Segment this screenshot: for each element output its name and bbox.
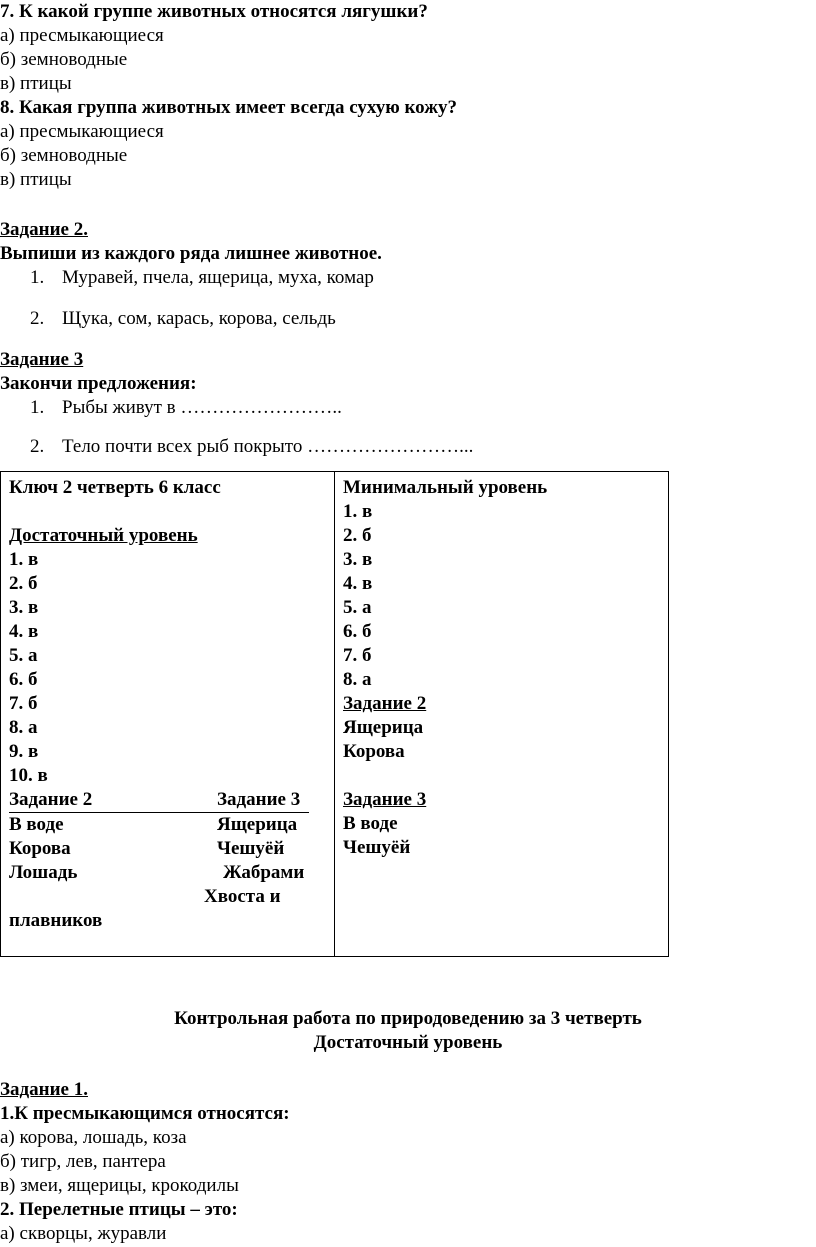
answer-key-task2-title: Задание 2 [9, 789, 93, 810]
task3-answer: Жабрами [223, 862, 305, 883]
task2-answer: Корова [9, 838, 71, 859]
item-number: 2. [30, 436, 45, 457]
task3-answer: Чешуёй [217, 838, 285, 859]
answer-key-tail-line1 [9, 885, 326, 909]
question-7-option-b: б) земноводные [0, 49, 128, 70]
answer-key-min-task3-title: Задание 3 [343, 789, 427, 810]
task3-answer: Хвоста и [204, 886, 281, 907]
answer-line: 7. б [343, 645, 372, 666]
section-title: Контрольная работа по природоведению за 3 четверть [174, 1008, 642, 1029]
answer-key-row [9, 813, 326, 837]
task3-item-2 [0, 435, 816, 459]
answer-line: 1. в [9, 549, 39, 570]
item-text: Муравей, пчела, ящерица, муха, комар [62, 267, 374, 288]
answer-line: 2. б [343, 525, 372, 546]
answer-line: 6. б [343, 621, 372, 642]
answer-key-level: Достаточный уровень [9, 525, 198, 546]
question-8: 8. Какая группа животных имеет всегда сухую кожу? [0, 97, 457, 118]
task1-question-1: 1.К пресмыкающимся относятся: [0, 1103, 290, 1124]
task1-question-1-option-c: в) змеи, ящерицы, крокодилы [0, 1175, 239, 1196]
task1-title: Задание 1. [0, 1079, 88, 1100]
answer-line: 4. в [343, 573, 373, 594]
answer-line: Ящерица [343, 717, 424, 738]
answer-line: 8. а [343, 669, 372, 690]
task3-title: Задание 3 [0, 349, 84, 370]
answer-key-row [9, 837, 326, 861]
item-text: Рыбы живут в …………………….. [62, 397, 342, 418]
answer-line: 8. а [9, 717, 38, 738]
answer-line: 7. б [9, 693, 38, 714]
answer-line: 5. а [343, 597, 372, 618]
answer-key-task-headers [9, 788, 309, 813]
question-7-option-c: в) птицы [0, 73, 72, 94]
question-7-option-a: а) пресмыкающиеся [0, 25, 164, 46]
item-number: 2. [30, 308, 45, 329]
answer-key-row [9, 861, 326, 885]
answer-key-table [0, 471, 669, 957]
item-text: Щука, сом, карась, корова, сельдь [62, 308, 336, 329]
question-7: 7. К какой группе животных относятся лягушки? [0, 1, 428, 22]
item-text: Тело почти всех рыб покрыто ……………………... [62, 436, 474, 457]
answer-line: 4. в [9, 621, 39, 642]
task2-item-1 [0, 266, 816, 290]
answer-line: Чешуёй [343, 837, 411, 858]
task3-answer: Ящерица [217, 814, 298, 835]
answer-line: 5. а [9, 645, 38, 666]
answer-line: В воде [343, 813, 398, 834]
task3-item-1 [0, 396, 816, 420]
task1-question-2-option-a: а) скворцы, журавли [0, 1223, 167, 1244]
task2-title: Задание 2. [0, 219, 88, 240]
answer-key-min-task2-title: Задание 2 [343, 693, 427, 714]
task2-answer: В воде [9, 814, 64, 835]
item-number: 1. [30, 267, 45, 288]
answer-line: 3. в [343, 549, 373, 570]
answer-key-task3-title: Задание 3 [217, 789, 301, 810]
answer-line: 3. в [9, 597, 39, 618]
answer-line: 9. в [9, 741, 39, 762]
answer-line: 2. б [9, 573, 38, 594]
answer-key-title: Ключ 2 четверть 6 класс [9, 477, 221, 498]
question-8-option-a: а) пресмыкающиеся [0, 121, 164, 142]
task1-question-1-option-a: а) корова, лошадь, коза [0, 1127, 187, 1148]
answer-line: 6. б [9, 669, 38, 690]
question-8-option-c: в) птицы [0, 169, 72, 190]
task2-item-2 [0, 307, 816, 331]
item-number: 1. [30, 397, 45, 418]
answer-line: 1. в [343, 501, 373, 522]
section-subtitle: Достаточный уровень [313, 1032, 503, 1053]
answer-key-min-level: Минимальный уровень [343, 477, 548, 498]
task1-question-1-option-b: б) тигр, лев, пантера [0, 1151, 166, 1172]
answer-line: Корова [343, 741, 405, 762]
question-8-option-b: б) земноводные [0, 145, 128, 166]
answer-key-tail-line2: плавников [9, 910, 103, 931]
task2-instruction: Выпиши из каждого ряда лишнее животное. [0, 243, 382, 264]
answer-line: 10. в [9, 765, 48, 786]
task2-answer: Лошадь [9, 862, 78, 883]
answer-key-right-cell [335, 472, 669, 957]
task1-question-2: 2. Перелетные птицы – это: [0, 1199, 238, 1220]
answer-key-left-cell [1, 472, 335, 957]
task3-instruction: Закончи предложения: [0, 373, 197, 394]
